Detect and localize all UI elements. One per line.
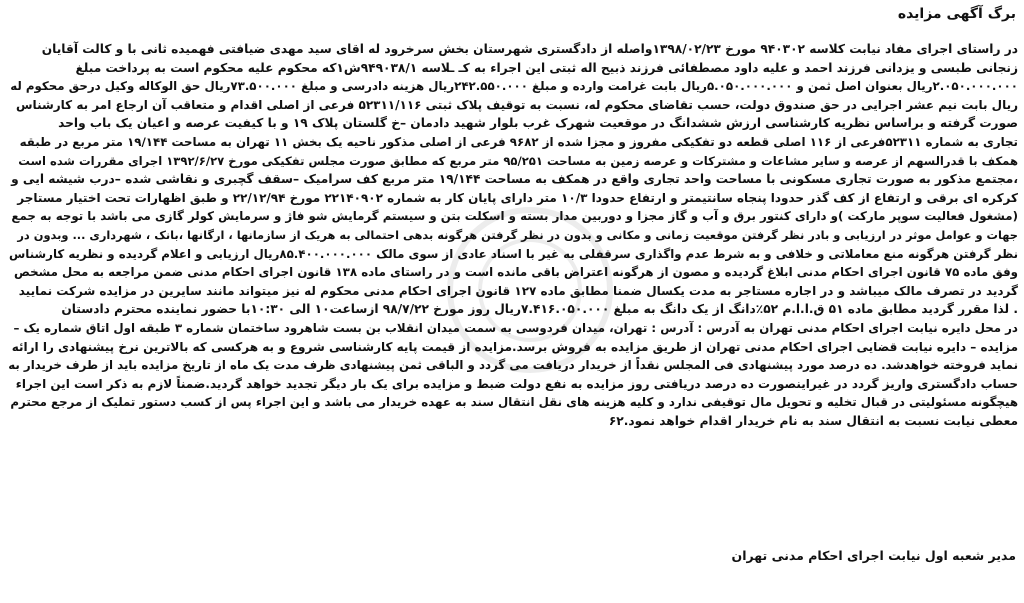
notice-line: وفق ماده ۷۵ قانون اجرای احکام مدنی ابلاغ گردیده و مصون از هرگونه اعتراض باقی مانده است و در راستای ماده ۱۳۸ قانون اجرای احکام مدنی ضمن مراجعه به محل مشخص bbox=[14, 265, 1018, 280]
notice-line: معطی نیابت نسبت به انتقال سند به نام خریدار اقدام خواهد نمود.۶۲ bbox=[608, 413, 1018, 428]
notice-line: در راستای اجرای مفاد نیابت کلاسه ۹۴۰۳۰۲ مورخ ۱۳۹۸/۰۲/۲۳واصله از دادگستری شهرستان بخش سرخرود له اقای سید مهدی ضیافتی فهمیده ثانی با و کالت آقایان bbox=[41, 42, 1018, 56]
notice-line: کرکره ای برقی و ارتفاع از کف گذر حدودا پنجاه سانتیمتر و ارتفاع حدودا ۱۰/۳ متر دارای پایان کار به شماره ۲۲۱۴۰۹۰۲ مورخ ۲۲/۱۲/۹۴ و طبق اظهارات تحت اختیار مستاجر bbox=[17, 190, 1018, 205]
notice-line: گردید در تصرف مالک میباشد و در اجاره مستاجر به مدت یکسال ضمنا مطابق ماده ۱۲۷ قانون اجرای احکام مدنی محکوم له نیز میتواند مانند سایرین در مزایده شرکت نمایید bbox=[18, 283, 1018, 298]
notice-line: صورت گرفته و براساس نظریه کارشناسی ارزش ششدانگ در موقعیت شهرک غرب بلوار شهید دادمان –خ گلستان پلاک ۱۹ و با کیفیت عرصه و اعیان یک باب واحد bbox=[58, 116, 1018, 131]
notice-title: برگ آگهی مزایده bbox=[897, 6, 1016, 22]
notice-line: مزایده – دایره نیابت قضایی اجرای احکام مدنی تهران از طریق مزایده به فروش برسد.مزایده از قیمت پایه کارشناسی شروع و به هرکسی که بالاترین نرخ پیشنهادی را ارائه bbox=[11, 339, 1018, 354]
notice-line: هیچگونه مسئولیتی در قبال تخلیه و تحویل مال توقیفی ندارد و کلیه هزینه های نقل انتقال سند به عهده خریدار می باشد و این اجراء پس از کسب دستور تملیک از مرجع محترم bbox=[10, 395, 1018, 410]
notice-line: زنجانی طبسی و یزدانی فرزند احمد و علیه داود مصطفائی فرزند ذبیح اله ثبتی این اجراء به کـ ـلاسه ۹۴۹۰۳۸/۱ش۱که محکوم علیه محکوم است به پرداخت مبلغ bbox=[75, 60, 1018, 75]
notice-line: نماید فروخته خواهدشد. ده درصد مورد پیشنهادی فی المجلس نقداً از خریدار دریافت می گردد و الباقی ثمن پیشنهادی ظرف مدت یک ماه از تاریخ مزایده باید از طرف خریدار به bbox=[8, 358, 1018, 373]
notice-body bbox=[6, 40, 1018, 430]
notice-line: (مشغول فعالیت سوپر مارکت )و دارای کنتور برق و آب و گاز مجزا و دوربین مدار بسته و اسکلت بتن و سیستم گرمایش شو فاژ و سرمایش کولر گازی می باشد با توجه به جمع bbox=[11, 209, 1018, 224]
notice-line: تجاری به شماره ۵۲۳۱۱فرعی از ۱۱۶ اصلی قطعه دو تفکیکی مفروز و مجزا شده از ۹۶۸۲ فرعی از اصلی مذکور ناحیه یک بخش ۱۱ تهران به مساحت ۱۹/۱۴۴ متر مربع در طبقه bbox=[19, 134, 1018, 149]
notice-signature: مدیر شعبه اول نیابت اجرای احکام مدنی تهران bbox=[731, 548, 1016, 563]
notice-line: حساب دادگستری واریز گردد در غیراینصورت ده درصد دریافتی روز مزایده به نفع دولت ضبط و مزایده برای یک بار دیگر تجدید خواهد گردید.ضمناً لازم به ذکر است این اجراء bbox=[15, 376, 1018, 391]
notice-line: در محل دایره نیابت اجرای احکام مدنی تهران به آدرس : آدرس : تهران، میدان فردوسی به سمت میدان انقلاب بن بست شاهرود ساختمان شماره ۳ طبقه اول اتاق شماره یک – bbox=[13, 320, 1018, 335]
notice-line: جهات و عوامل موثر در ارزیابی و بادر نظر گرفتن موقعیت زمانی و مکانی و بدون در نظر گرفتن هرگونه بدهی احتمالی به هریک از سازمانها ، ارگانها ،بانک ، شهرداری ... وبدون در bbox=[17, 227, 1018, 242]
notice-line: . لذا مقرر گردید مطابق ماده ۵۱ ق.ا.ا.م ۵۲٪دانگ از یک دانگ به مبلغ ۷.۴۱۶.۰۵۰.۰۰۰ریال روز مورخ ۹۸/۷/۲۲ ازساعت۱۰ الی ۱۰:۳۰با حضور نماینده محترم دادستان bbox=[61, 302, 1018, 317]
notice-line: ریال بابت نیم عشر اجرایی در حق صندوق دولت، حسب تقاضای محکوم له، نسبت به توقیف پلاک ثبتی ۵۲۳۱۱/۱۱۶ فرعی از اصلی اقدام و متعاقب آن ارجاع امر به کارشناس bbox=[16, 97, 1018, 112]
notice-line: نظر گرفتن هرگونه منع معاملاتی و خلافی و به شرط عدم واگذاری سرقفلی به غیر با اسناد عادی از سوی مالک ۸۵.۴۰۰.۰۰۰.۰۰۰ریال ارزیابی و اعلام گردیده و نظریه کارشناس bbox=[9, 246, 1018, 261]
notice-line: ۲.۰۵۰.۰۰۰.۰۰۰ریال بعنوان اصل ثمن و ۵.۰۵۰.۰۰۰.۰۰۰ریال بابت غرامت وارده و مبلغ ۲۴۲.۵۵۰.۰۰۰ریال هزینه دادرسی و مبلغ ۷۳.۵۰۰.۰۰۰ریال حق الوکاله وکیل درحق محکوم له bbox=[10, 79, 1018, 94]
notice-line: ،مجتمع مذکور به صورت تجاری مسکونی با مساحت واحد تجاری واقع در همکف به مساحت ۱۹/۱۴۴ متر مربع کف سرامیک –سقف گچبری و نقاشی شده –درب شیشه ایی و bbox=[11, 172, 1018, 187]
notice-line: همکف با قدرالسهم از عرصه و سایر مشاعات و مشترکات و عرصه زمین به مساحت ۹۵/۲۵۱ متر مربع که مطابق صورت مجلس تفکیکی مورخ ۱۳۹۲/۶/۲۷ اجرای مقررات شده است bbox=[18, 153, 1018, 168]
